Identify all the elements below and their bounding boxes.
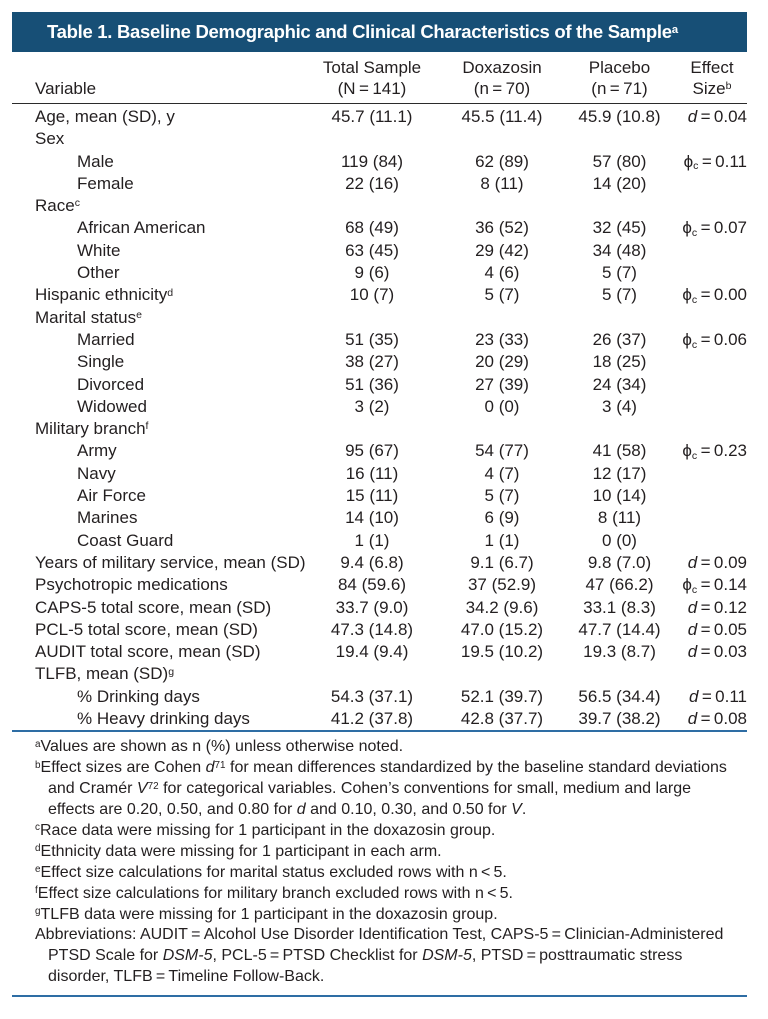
cell-value: 3 (2) [354,396,390,416]
cell-value: 51 (35) [345,329,399,349]
footnote-marker: 72 [147,780,159,792]
cell-value: 9.8 (7.0) [587,552,652,572]
effect-size-value: d = 0.09 [687,552,747,572]
col-header-line1: Placebo [588,58,651,77]
table-row [12,641,747,663]
cell-value [302,663,442,685]
col-header-variable: Variable [12,55,302,104]
table-row [12,151,747,173]
table-row [12,329,747,351]
cell-value: 5 (7) [602,263,637,283]
cell-value [562,128,677,150]
footnote-text: for categorical variables. Cohen’s conventions for small, medium and large effects are 0.20, 0.50, and 0.80 for [48,780,692,819]
cell-value: 45.9 (10.8) [578,107,661,126]
effect-size-value [677,128,747,150]
cell-value: 9.1 (6.7) [470,552,534,572]
effect-size-value [677,663,747,685]
effect-size-value: $\phi_c = 0.00$ [682,285,747,306]
table-row [12,173,747,195]
footnote-marker: f [145,420,149,433]
cell-value: 32 (45) [592,218,647,238]
table-row [12,597,747,619]
effect-size-value: d = 0.04 [687,107,747,126]
table-row [12,663,747,685]
cell-value: 0 (0) [602,530,637,550]
row-label: Married [77,329,135,349]
cell-value [562,663,677,685]
baseline-characteristics-table [12,55,747,732]
cell-value [302,307,442,329]
cell-value: 16 (11) [345,463,399,483]
cell-value: 19.5 (10.2) [460,642,544,662]
row-label: Psychotropic medications [35,575,228,595]
row-label: African American [77,218,206,238]
table-row [12,284,747,306]
cell-value: 0 (0) [484,396,520,416]
cell-value: 23 (33) [475,329,529,349]
table-footnotes [12,732,747,997]
footnote-text: Effect size calculations for military branch excluded rows with n < 5. [37,884,513,902]
table-row [12,396,747,418]
cell-value: 119 (84) [340,151,404,171]
footnote-marker: e [136,308,142,321]
table-title: Table 1. Baseline Demographic and Clinical Characteristics of the Sample [47,21,672,42]
row-label: % Drinking days [77,686,200,706]
table-row [12,128,747,150]
col-header-placebo [562,55,677,104]
row-label: Sex [35,129,65,149]
cell-value: 19.3 (8.7) [583,642,656,662]
cell-value: 14 (10) [345,508,399,528]
row-label: PCL-5 total score, mean (SD) [35,619,258,639]
effect-size-value [677,195,747,217]
italic-text: DSM-5 [422,947,472,965]
cell-value: 27 (39) [475,374,529,394]
table-row [12,240,747,262]
col-header-effect-size [677,55,747,104]
cell-value [302,418,442,440]
col-header-line1: Total Sample [322,58,422,77]
row-label: Other [77,263,120,283]
cell-value: 84 (59.6) [337,575,407,595]
effect-size-value [677,418,747,440]
italic-text: d [296,801,306,819]
row-label: Years of military service, mean (SD) [35,552,306,572]
row-label: Army [77,441,117,461]
footnote-text: for mean differences standardized by the baseline standard deviations and Cramér [48,759,727,798]
col-header-doxazosin [442,55,562,104]
cell-value: 5 (7) [484,486,520,506]
cell-value: 68 (49) [345,218,399,238]
cell-value: 47.0 (15.2) [460,619,544,639]
footnote-abbreviations [35,925,741,988]
cell-value: 95 (67) [345,441,399,461]
table-row [12,262,747,284]
footnote-marker: c [35,822,40,834]
cell-value: 4 (6) [484,263,520,283]
table-row [12,440,747,462]
cell-value [562,195,677,217]
effect-size-value: d = 0.08 [687,709,747,729]
row-label: Divorced [77,374,145,394]
effect-size-value [677,485,747,507]
cell-value: 45.7 (11.1) [331,107,413,126]
effect-size-value [677,396,747,418]
cell-value: 57 (80) [592,151,647,171]
col-header-line2: (N = 141) [337,78,407,98]
effect-size-value: d = 0.05 [687,619,747,639]
effect-size-value [677,463,747,485]
table-body [12,104,747,732]
footnote-g [35,905,741,926]
row-label: Air Force [77,486,146,506]
cell-value: 24 (34) [592,374,647,394]
cell-value: 10 (14) [592,486,647,506]
row-label: Military branch$^f$ [35,419,149,439]
cell-value: 41.2 (37.8) [330,709,414,729]
cell-value: 3 (4) [602,396,637,416]
cell-value: 47.7 (14.4) [578,619,661,639]
footnote-c [35,821,741,842]
italic-text: d [205,759,215,777]
cell-value: 54.3 (37.1) [330,686,414,706]
cell-value [562,307,677,329]
cell-value: 5 (7) [602,285,637,305]
cell-value: 14 (20) [592,173,647,193]
footnote-marker: g [168,665,175,678]
effect-size-value [677,240,747,262]
table-title-footnote-marker: a [671,23,678,36]
cell-value: 19.4 (9.4) [335,642,409,662]
footnote-text: Values are shown as n (%) unless otherwise noted. [40,738,404,756]
col-header-effect-size-word: Size [692,78,726,98]
effect-size-value: $\phi_c = 0.06$ [682,329,747,351]
row-label: CAPS-5 total score, mean (SD) [35,597,272,617]
effect-size-value [677,530,747,552]
table-row [12,307,747,329]
footnote-e [35,863,741,884]
effect-size-value: $\phi_c = 0.14$ [682,575,747,596]
cell-value [442,418,562,440]
col-header-line2 [677,79,747,100]
footnote-text: , PTSD = posttraumatic stress disorder, TLFB = Timeline Follow-Back. [48,947,683,986]
table-row [12,351,747,373]
cell-value: 47.3 (14.8) [330,619,414,639]
table-row [12,507,747,529]
footnote-text: Effect sizes are Cohen [40,759,206,777]
effect-size-value [677,374,747,396]
cell-value: 26 (37) [592,329,647,349]
cell-value [442,195,562,217]
cell-value: 45.5 (11.4) [461,107,543,126]
footnote-marker: g [35,906,41,918]
footnote-marker: c [74,197,80,210]
cell-value: 18 (25) [592,352,647,372]
footnote-text: . [521,801,527,819]
cell-value: 63 (45) [345,240,399,260]
table-row [12,104,747,129]
col-header-line1: Doxazosin [462,58,542,77]
col-header-footnote-marker: b [725,79,732,92]
italic-text: DSM-5 [162,947,213,965]
row-label: Widowed [77,396,147,416]
cell-value: 6 (9) [484,508,520,528]
cell-value: 15 (11) [345,486,399,506]
table-header [12,55,747,104]
table-row [12,574,747,596]
footnote-text: , PCL-5 = PTSD Checklist for [212,947,423,965]
footnote-marker: a [35,738,41,750]
cell-value [442,663,562,685]
footnote-text: Race data were missing for 1 participant in the doxazosin group. [39,821,496,839]
effect-size-value: d = 0.12 [687,597,747,617]
footnote-b [35,758,741,821]
cell-value: 39.7 (38.2) [578,709,661,729]
footnote-marker: b [35,759,41,771]
cell-value: 37 (52.9) [467,575,537,595]
effect-size-value: $\phi_c = 0.11$ [683,151,747,173]
table-row [12,418,747,440]
cell-value [442,307,562,329]
footnote-text: Abbreviations: AUDIT = Alcohol Use Disorder Identification Test, CAPS-5 = Clinician-Administered PTSD Scale for [35,926,724,965]
footnote-marker: d [167,286,174,299]
effect-size-value [677,262,747,284]
effect-size-value [677,307,747,329]
cell-value [302,128,442,150]
effect-size-value: d = 0.03 [687,642,747,662]
cell-value: 1 (1) [484,530,520,550]
row-label: Marital status$^e$ [35,307,142,327]
footnote-f [35,884,741,905]
cell-value: 12 (17) [592,463,647,483]
cell-value: 10 (7) [349,285,395,305]
cell-value: 56.5 (34.4) [578,686,661,706]
cell-value: 4 (7) [484,463,520,483]
table-row [12,374,747,396]
row-label: % Heavy drinking days [77,709,250,729]
row-label: Coast Guard [77,530,174,550]
row-label: Marines [77,508,138,528]
effect-size-value: $\phi_c = 0.07$ [682,218,747,240]
effect-size-value: $\phi_c = 0.23$ [682,441,747,463]
table-row [12,619,747,641]
footnote-marker: d [35,843,41,855]
col-header-line2: (n = 70) [473,78,531,98]
cell-value: 51 (36) [345,374,399,394]
cell-value: 1 (1) [354,530,390,550]
row-label: Male [77,151,114,171]
col-header-total-sample [302,55,442,104]
cell-value: 33.1 (8.3) [583,597,656,617]
table-row [12,552,747,574]
row-label: Race$^c$ [35,196,80,216]
effect-size-value [677,173,747,195]
cell-value [562,418,677,440]
italic-text: V [136,780,148,798]
footnote-text: Effect size calculations for marital status excluded rows with n < 5. [40,863,507,881]
table-row [12,686,747,708]
cell-value: 8 (11) [480,173,524,193]
footnote-a [35,737,741,758]
cell-value: 20 (29) [475,352,529,372]
cell-value: 22 (16) [345,173,399,193]
table-row [12,463,747,485]
table-row [12,708,747,731]
cell-value: 62 (89) [475,151,529,171]
header-row [12,55,747,104]
cell-value: 42.8 (37.7) [460,709,544,729]
table-row [12,195,747,217]
footnote-text: and 0.10, 0.30, and 0.50 for [305,801,512,819]
cell-value: 47 (66.2) [585,575,654,595]
cell-value: 9 (6) [354,263,390,283]
cell-value: 33.7 (9.0) [335,597,409,617]
cell-value: 41 (58) [592,441,647,461]
effect-size-value [677,507,747,529]
row-label: Single [77,352,125,372]
cell-value: 38 (27) [345,352,399,372]
row-label: White [77,240,121,260]
cell-value: 8 (11) [597,508,642,528]
row-label: TLFB, mean (SD)$^g$ [35,664,175,684]
col-header-line1: Effect [690,58,734,77]
table-row [12,530,747,552]
cell-value: 34.2 (9.6) [465,597,539,617]
footnote-d [35,842,741,863]
effect-size-value: d = 0.11 [688,686,747,706]
row-label: Navy [77,463,116,483]
cell-value: 54 (77) [475,441,529,461]
cell-value: 34 (48) [592,240,647,260]
cell-value: 9.4 (6.8) [340,552,404,572]
footnote-marker: e [35,864,41,876]
footnote-text: Ethnicity data were missing for 1 participant in each arm. [40,842,442,860]
row-label: Age, mean (SD), y [35,107,175,126]
cell-value: 5 (7) [484,285,520,305]
table-row [12,217,747,239]
footnote-text: TLFB data were missing for 1 participant in the doxazosin group. [40,905,498,923]
row-label: Female [77,173,134,193]
row-label: Hispanic ethnicity$^d$ [35,285,174,305]
italic-text: V [511,801,522,819]
cell-value [442,128,562,150]
cell-value: 36 (52) [475,218,529,238]
row-label: AUDIT total score, mean (SD) [35,642,261,662]
cell-value [302,195,442,217]
footnote-marker: f [35,885,38,897]
col-header-line2: (n = 71) [591,78,648,98]
cell-value: 52.1 (39.7) [460,686,544,706]
table-title-bar [12,12,747,52]
cell-value: 29 (42) [475,240,529,260]
footnote-marker: 71 [214,759,226,771]
table-row [12,485,747,507]
effect-size-value [677,351,747,373]
